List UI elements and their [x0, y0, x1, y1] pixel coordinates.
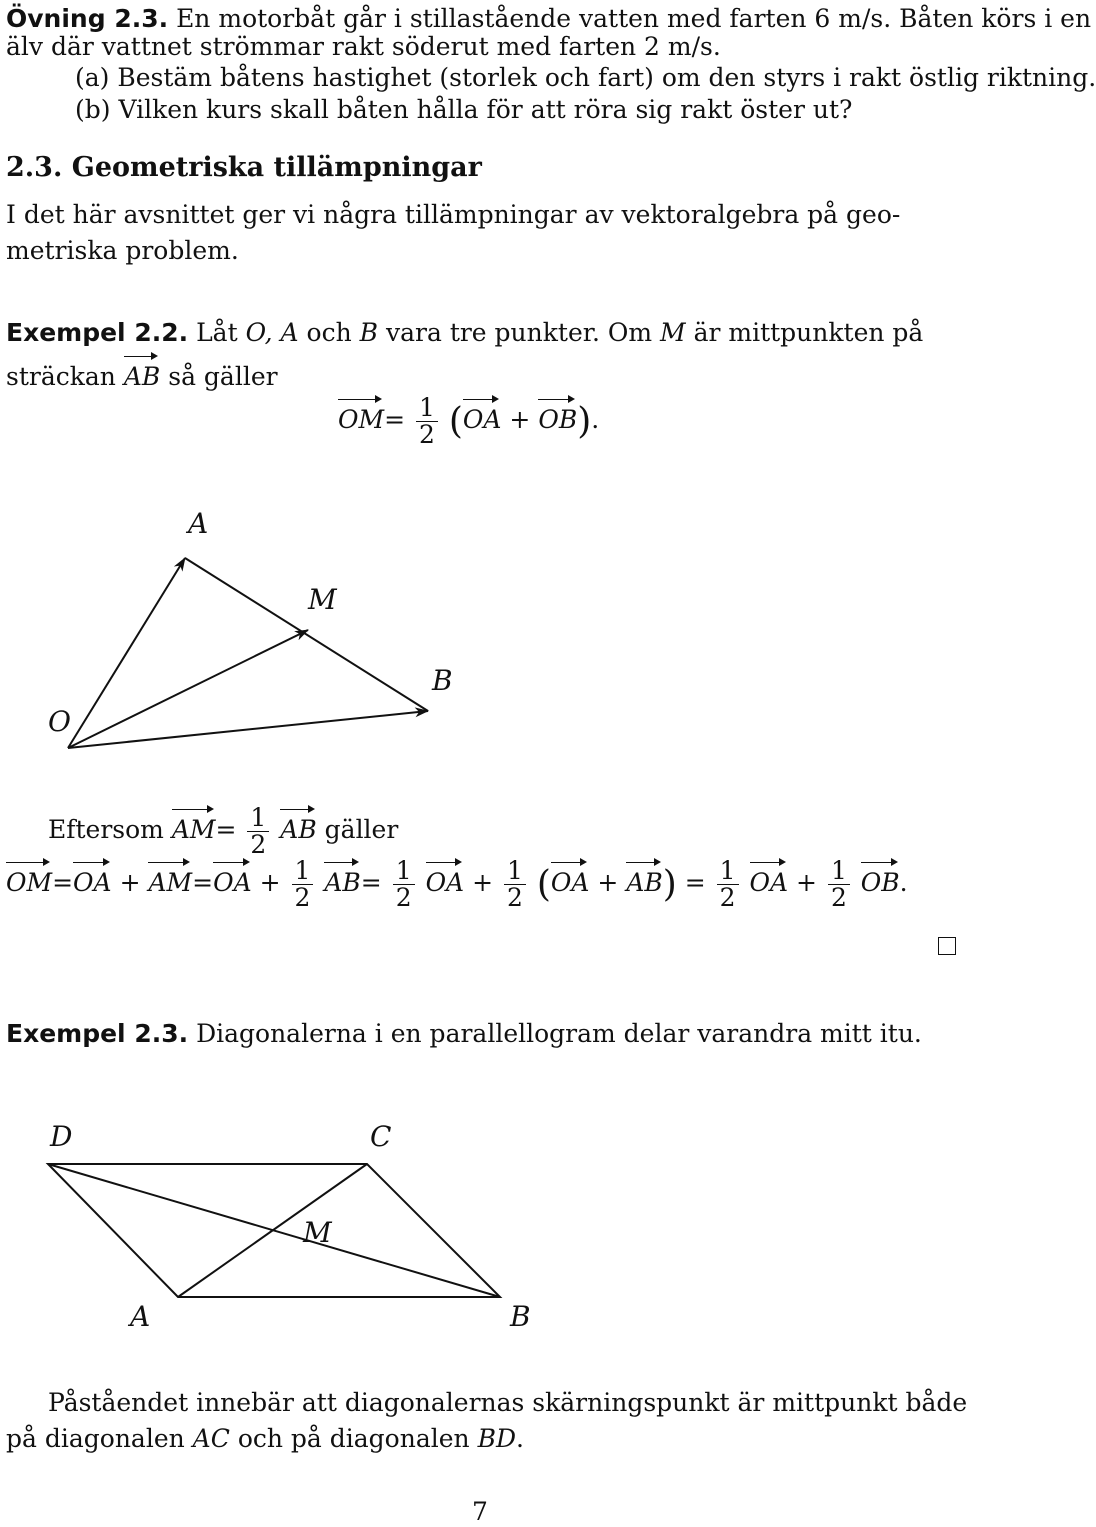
point-b: B	[359, 318, 379, 347]
vector-ob: OB	[860, 868, 900, 897]
example-text: Låt	[196, 318, 238, 347]
equals-sign: =	[192, 868, 214, 897]
numerator: 1	[828, 858, 850, 885]
fraction-half	[828, 858, 850, 911]
label-a: A	[130, 1300, 151, 1333]
plus-sign: +	[119, 868, 141, 897]
example-2-3-text: Diagonalerna i en parallellogram delar varandra mitt itu.	[196, 1019, 922, 1048]
denominator: 2	[250, 830, 267, 859]
point-m: M	[660, 318, 686, 347]
vector-oa: OA	[462, 405, 502, 434]
claim-text: och på diagonalen	[237, 1424, 470, 1453]
vector-am: AM	[171, 815, 216, 844]
label-c: C	[370, 1120, 392, 1153]
numerator: 1	[247, 805, 269, 832]
numerator: 1	[416, 395, 438, 422]
plus-sign: +	[796, 868, 817, 897]
label-d: D	[50, 1120, 73, 1153]
numerator: 1	[717, 858, 739, 885]
vector-ab: AB	[123, 362, 161, 391]
vector-om: OM	[338, 405, 385, 434]
label-b: B	[510, 1300, 531, 1333]
label-o: O	[48, 705, 71, 738]
vector-oa: OA	[749, 868, 789, 897]
exercise-text-1: En motorbåt går i stillastående vatten med farten 6 m/s. Båten körs i en	[176, 4, 1092, 33]
diagonal-bd-label: BD	[477, 1424, 516, 1453]
denominator: 2	[719, 883, 736, 912]
triangle-vector-diagram	[0, 490, 960, 780]
page-number: 7	[472, 1497, 488, 1526]
point-a: A	[280, 318, 299, 347]
exercise-part-a: (a) Bestäm båtens hastighet (storlek och fart) om den styrs i rakt östlig riktning.	[75, 63, 1096, 92]
diagonal-ac-label: AC	[192, 1424, 230, 1453]
vector-am: AM	[148, 868, 193, 897]
vector-oa: OA	[550, 868, 590, 897]
denominator: 2	[419, 420, 435, 449]
equals-sign: =	[52, 868, 74, 897]
example-2-3-label: Exempel 2.3.	[6, 1019, 189, 1048]
midpoint-formula	[338, 395, 599, 448]
equals-sign: =	[360, 868, 382, 897]
period: .	[899, 868, 908, 897]
fraction-half	[416, 395, 438, 448]
denominator: 2	[506, 883, 523, 912]
parallelogram-diagram	[0, 1110, 960, 1340]
fraction-half	[393, 858, 415, 911]
diagonal-ac	[178, 1164, 367, 1297]
label-b: B	[432, 664, 453, 697]
vector-oa: OA	[425, 868, 465, 897]
vector-oa: OA	[73, 868, 112, 897]
equals-sign: =	[684, 868, 706, 897]
plus-sign: +	[472, 868, 494, 897]
plus-sign: +	[597, 868, 619, 897]
numerator: 1	[292, 858, 314, 885]
section-text-2: metriska problem.	[6, 236, 239, 265]
fraction-half	[717, 858, 739, 911]
equals-sign: =	[384, 405, 406, 434]
example-2-3-line	[6, 1019, 922, 1049]
example-2-2-label: Exempel 2.2.	[6, 318, 189, 347]
label-m: M	[303, 1216, 332, 1249]
derivation-line	[6, 858, 908, 911]
vector-ab: AB	[324, 868, 361, 897]
eftersom-line	[48, 805, 398, 858]
label-m: M	[308, 583, 337, 616]
exercise-line-1	[6, 4, 1091, 34]
example-text: så gäller	[168, 362, 278, 391]
fraction-half	[504, 858, 526, 911]
segment-ab	[185, 558, 428, 711]
example-text: är mittpunkten på	[693, 318, 924, 347]
vector-ob-arrow	[68, 711, 428, 748]
claim-text: på diagonalen	[6, 1424, 185, 1453]
fraction-half	[292, 858, 314, 911]
example-2-2-line-1	[6, 318, 923, 348]
denominator: 2	[395, 883, 412, 912]
exercise-label: Övning 2.3.	[6, 4, 169, 33]
claim-line-1: Påståendet innebär att diagonalernas skärningspunkt är mittpunkt både	[48, 1388, 968, 1417]
galler-text: gäller	[324, 815, 399, 844]
period: .	[516, 1424, 524, 1453]
numerator: 1	[393, 858, 415, 885]
vector-om: OM	[6, 868, 53, 897]
paren-open: (	[536, 864, 551, 905]
vector-oa: OA	[213, 868, 252, 897]
section-heading: 2.3. Geometriska tillämpningar	[6, 152, 482, 183]
example-text: sträckan	[6, 362, 116, 391]
plus-sign: +	[509, 405, 531, 434]
fraction-half	[247, 805, 269, 858]
plus-sign: +	[259, 868, 281, 897]
numerator: 1	[504, 858, 526, 885]
claim-line-2	[6, 1424, 524, 1454]
vector-ob: OB	[538, 405, 578, 434]
paren-close: )	[662, 864, 677, 905]
vector-ab: AB	[280, 815, 317, 844]
label-a: A	[188, 507, 209, 540]
paren-open: (	[448, 401, 463, 442]
equals-sign: =	[215, 815, 237, 844]
paren-close: )	[577, 401, 592, 442]
eftersom-text: Eftersom	[48, 815, 164, 844]
exercise-line-2: älv där vattnet strömmar rakt söderut med farten 2 m/s.	[6, 32, 721, 61]
vector-ab: AB	[626, 868, 663, 897]
qed-box-icon	[938, 937, 956, 955]
period: .	[591, 405, 600, 434]
example-text: vara tre punkter. Om	[385, 318, 653, 347]
denominator: 2	[294, 883, 311, 912]
section-text-1: I det här avsnittet ger vi några tillämpningar av vektoralgebra på geo-	[6, 200, 901, 229]
example-2-2-line-2	[6, 362, 278, 392]
exercise-part-b: (b) Vilken kurs skall båten hålla för att röra sig rakt öster ut?	[75, 95, 853, 124]
point-o: O,	[245, 318, 273, 347]
example-text: och	[306, 318, 352, 347]
denominator: 2	[830, 883, 847, 912]
